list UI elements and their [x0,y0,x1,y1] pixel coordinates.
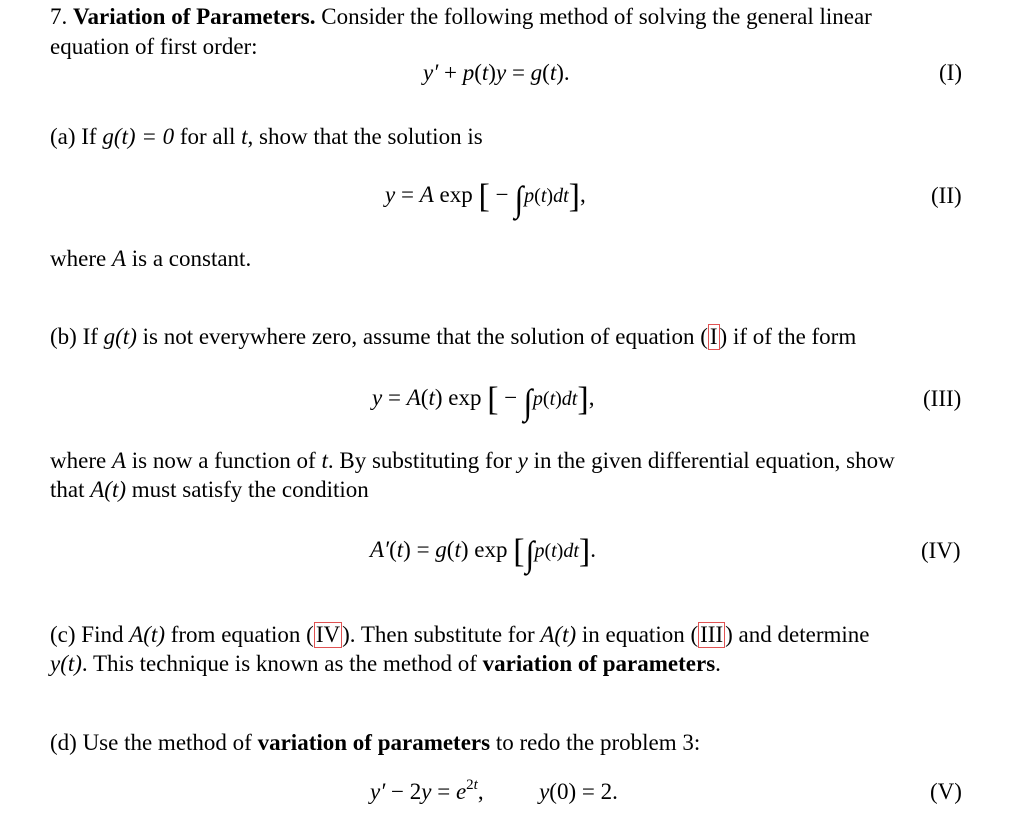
part-b-function-of: is now a function of [131,448,316,473]
part-a-after-end: is a constant. [131,246,252,271]
problem-number: 7. [50,4,68,29]
part-b-condition: must satisfy the condition [131,477,369,502]
part-a-after [50,244,251,273]
part-a-mid: for all [179,124,236,149]
part-c-At-2: A(t) [540,622,577,647]
part-b-A: A [111,448,126,473]
part-c-line-2 [50,649,721,678]
part-a-var-t: t [241,124,248,149]
equation-label-I: (I) [939,60,962,85]
part-c-technique: . This technique is known as the method of [81,651,477,676]
problem-intro [50,2,872,31]
part-c-At: A(t) [129,622,165,647]
equation-I: y′ + p(t)y = g(t). [423,60,570,85]
equation-II: y = A exp [ − ∫p(t)dt], [385,178,586,219]
part-b-g: g(t) [103,324,137,349]
part-c-method-name: variation of parameters [482,651,716,676]
part-a-after-where: where [50,246,107,271]
part-b-if: (b) If [50,324,98,349]
part-d-method-name: variation of parameters [257,730,491,755]
part-b-show: in the given differential equation, show [533,448,895,473]
part-b-At: A(t) [90,477,127,502]
part-c-period: . [715,651,721,676]
part-d-use: (d) Use the method of [50,730,252,755]
equation-ref-IV-link[interactable]: IV [315,622,341,647]
part-a-suffix: , show that the solution is [247,124,483,149]
part-d-redo: to redo the problem 3: [495,730,701,755]
part-b-text-1: is not everywhere zero, assume that the solution of equation [142,324,695,349]
part-b-line-1: (b) If g(t) is not everywhere zero, assume that the solution of equation (I) if of the form [50,324,857,349]
part-c-from: from equation [170,622,301,647]
equation-label-IV: (IV) [921,538,961,563]
part-c-determine: and determine [738,622,870,647]
part-a-condition: g(t) = 0 [102,124,175,149]
equation-label-II: (II) [931,183,962,208]
part-c-line-1: (c) Find A(t) from equation (IV). Then substitute for A(t) in equation (III) and determine [50,622,870,647]
part-b-where: where [50,448,107,473]
equation-V: $y' - 2y = e^{2t}$, y(0) = 2. [370,777,618,804]
part-b-text-2: if of the form [732,324,857,349]
problem-title: Variation of Parameters. [73,4,316,29]
part-b-substituting: . By substituting for [327,448,512,473]
part-a-var-A: A [111,246,126,271]
part-a-statement [50,122,483,151]
part-c-in-equation: in equation [581,622,685,647]
equation-IV: A′(t) = g(t) exp [∫p(t)dt]. [370,533,596,574]
part-b-line-2 [50,446,895,475]
intro-line-1: Consider the following method of solving the general linear [321,4,872,29]
part-b-that: that [50,477,85,502]
part-c-yt: y(t) [50,651,82,676]
equation-III: y = A(t) exp [ − ∫p(t)dt], [372,381,595,422]
part-b-t: t [321,448,328,473]
part-a-prefix: (a) If [50,124,97,149]
part-b-y: y [517,448,528,473]
equation-ref-III-link[interactable]: III [700,622,724,647]
part-c-find: (c) Find [50,622,124,647]
part-c-then: . Then substitute for [349,622,535,647]
equation-label-III: (III) [923,386,962,411]
equation-ref-I-link[interactable]: I [709,324,718,349]
equation-label-V: (V) [930,779,962,804]
part-b-line-3 [50,475,369,504]
intro-line-2: equation of first order: [50,34,258,59]
part-d-statement [50,728,700,757]
